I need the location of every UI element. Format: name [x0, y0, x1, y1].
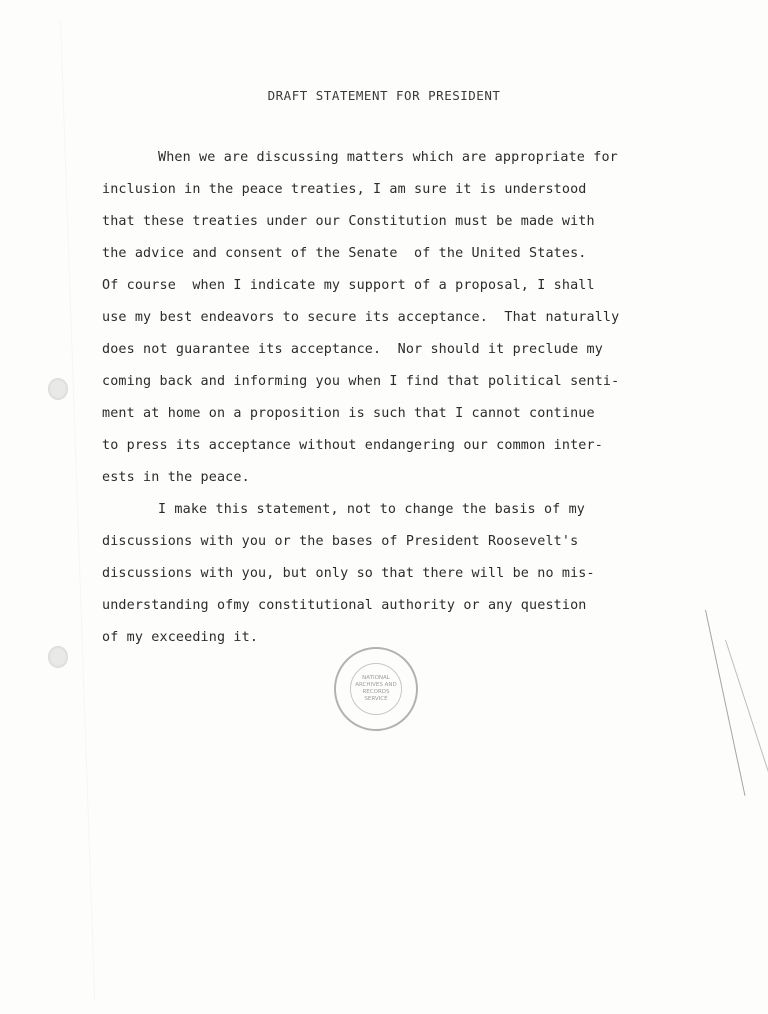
text-line: use my best endeavors to secure its acceptance. That naturally — [102, 310, 620, 325]
stamp-text: SERVICE — [364, 696, 388, 702]
stamp-text: RECORDS — [362, 689, 390, 695]
text-line: that these treaties under our Constitution must be made with — [102, 214, 595, 229]
text-line: inclusion in the peace treaties, I am sure it is understood — [102, 182, 587, 197]
text-line: ests in the peace. — [102, 470, 250, 485]
text-line: of my exceeding it. — [102, 630, 259, 645]
text-line: the advice and consent of the Senate of the United States. — [102, 246, 587, 261]
text-line: does not guarantee its acceptance. Nor should it preclude my — [102, 342, 603, 357]
text-line: discussions with you, but only so that there will be no mis- — [102, 566, 595, 581]
paper-crease — [60, 20, 95, 999]
text-line: discussions with you or the bases of President Roosevelt's — [102, 534, 579, 549]
archive-stamp — [334, 647, 418, 731]
text-line: to press its acceptance without endangering our common inter- — [102, 438, 603, 453]
document-title: DRAFT STATEMENT FOR PRESIDENT — [267, 88, 501, 103]
text-line: understanding ofmy constitutional authority or any question — [102, 598, 587, 613]
text-line: ment at home on a proposition is such that I cannot continue — [102, 406, 595, 421]
punch-hole-bottom — [48, 646, 68, 668]
archive-stamp-center — [350, 663, 402, 715]
text-line: coming back and informing you when I find that political senti- — [102, 374, 620, 389]
stamp-text: ARCHIVES AND — [355, 682, 397, 688]
stamp-text: NATIONAL — [362, 675, 390, 681]
paper-tear-line — [705, 610, 745, 796]
paper-tear-line — [725, 640, 768, 773]
text-line: I make this statement, not to change the basis of my — [158, 502, 586, 517]
text-line: Of course when I indicate my support of a proposal, I shall — [102, 278, 595, 293]
text-line: When we are discussing matters which are appropriate for — [158, 150, 618, 165]
punch-hole-top — [48, 378, 68, 400]
